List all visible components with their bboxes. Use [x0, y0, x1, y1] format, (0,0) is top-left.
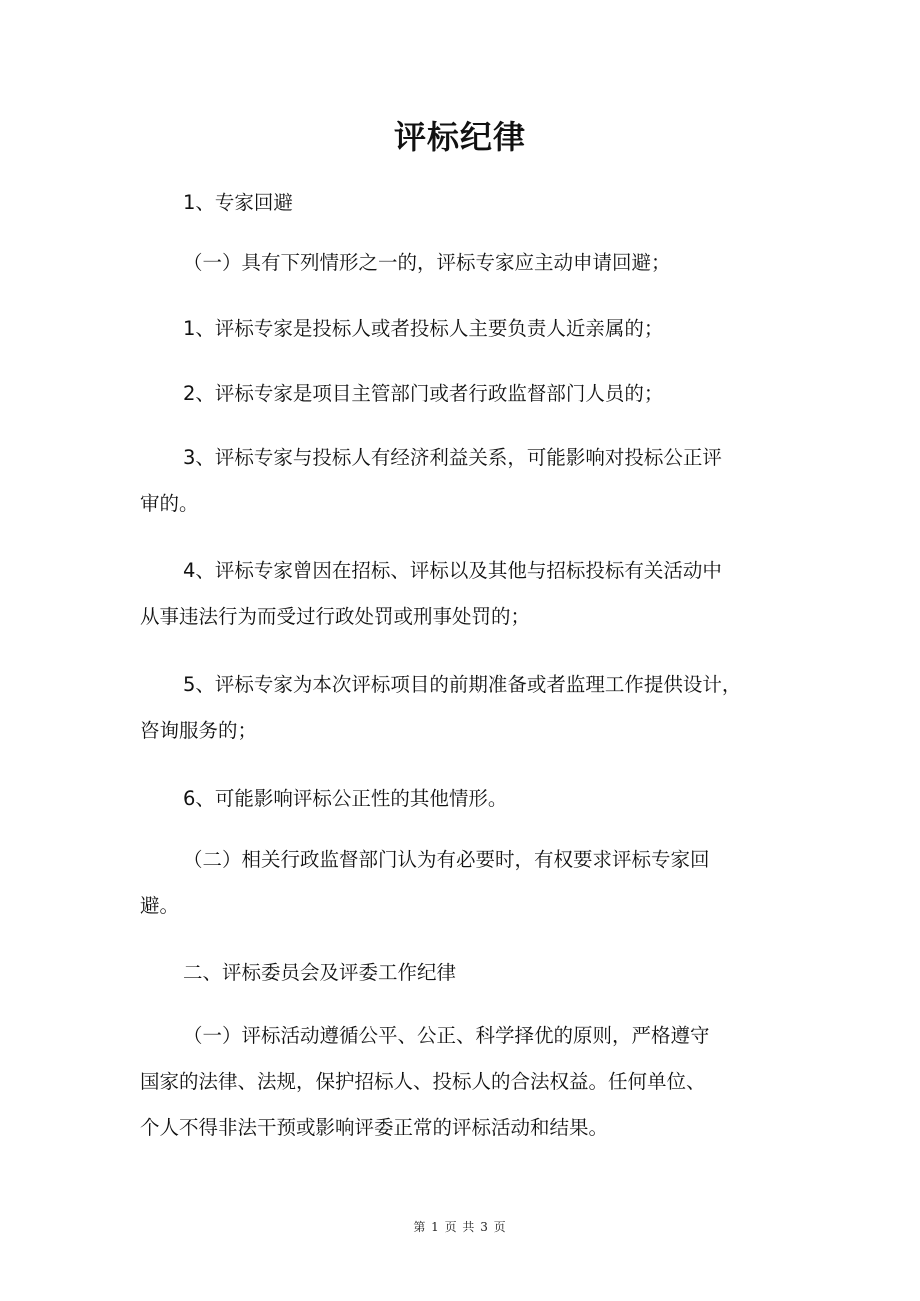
paragraph-line: 1、专家回避 — [183, 191, 293, 214]
paragraph-4 — [140, 371, 785, 417]
paragraph-6 — [140, 548, 785, 640]
page-footer: 第 1 页 共 3 页 — [413, 1220, 507, 1234]
paragraph-8 — [140, 776, 785, 822]
paragraph-10 — [140, 950, 785, 996]
paragraph-5 — [140, 435, 785, 527]
paragraph-line: 5、评标专家为本次评标项目的前期准备或者监理工作提供设计， — [183, 673, 742, 696]
paragraph-line: 国家的法律、法规，保护招标人、投标人的合法权益。任何单位、 — [140, 1070, 706, 1093]
document-title: 评标纪律 — [393, 118, 526, 156]
paragraph-line: 6、可能影响评标公正性的其他情形。 — [183, 787, 508, 810]
paragraph-11 — [140, 1013, 785, 1151]
paragraph-line: 二、评标委员会及评委工作纪律 — [183, 961, 457, 984]
paragraph-line: 避。 — [140, 894, 180, 917]
paragraph-9 — [140, 837, 785, 929]
paragraph-line: （二）相关行政监督部门认为有必要时，有权要求评标专家回 — [183, 848, 710, 871]
paragraph-3 — [140, 306, 785, 352]
paragraph-1 — [140, 180, 785, 226]
paragraph-7 — [140, 662, 785, 754]
paragraph-line: 4、评标专家曾因在招标、评标以及其他与招标投标有关活动中 — [183, 559, 722, 582]
paragraph-line: 2、评标专家是项目主管部门或者行政监督部门人员的； — [183, 382, 664, 405]
paragraph-line: 从事违法行为而受过行政处罚或刑事处罚的； — [140, 605, 531, 628]
paragraph-line: （一）评标活动遵循公平、公正、科学择优的原则，严格遵守 — [183, 1024, 710, 1047]
paragraph-line: 咨询服务的； — [140, 719, 258, 742]
paragraph-line: 3、评标专家与投标人有经济利益关系，可能影响对投标公正评 — [183, 446, 722, 469]
paragraph-line: 审的。 — [140, 492, 199, 515]
paragraph-2 — [140, 240, 785, 286]
paragraph-line: （一）具有下列情形之一的，评标专家应主动申请回避； — [183, 251, 671, 274]
paragraph-line: 1、评标专家是投标人或者投标人主要负责人近亲属的； — [183, 317, 664, 340]
paragraph-line: 个人不得非法干预或影响评委正常的评标活动和结果。 — [140, 1116, 609, 1139]
